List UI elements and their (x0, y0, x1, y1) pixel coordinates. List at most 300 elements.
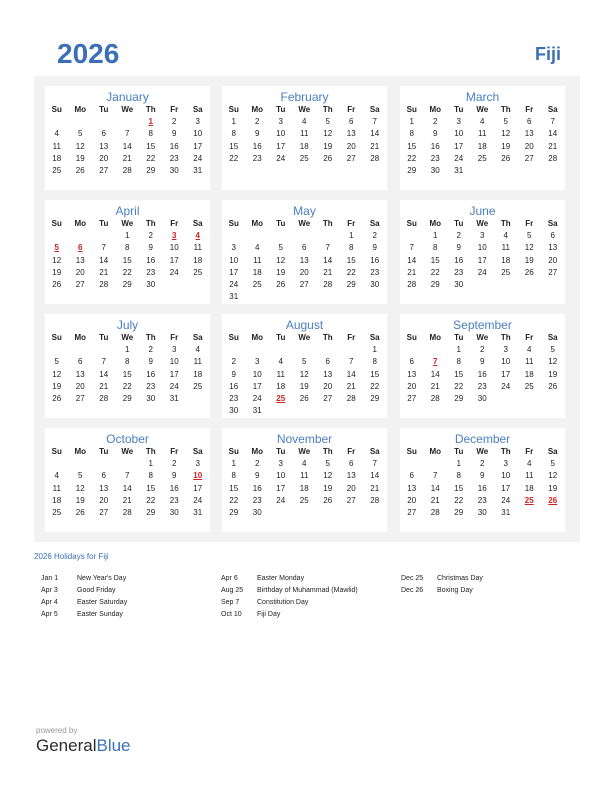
day-cell: 13 (75, 369, 85, 379)
holiday-name: New Year's Day (77, 575, 127, 582)
day-cell: 2 (255, 459, 260, 469)
month-may (222, 200, 387, 304)
day-cell: 20 (75, 381, 85, 391)
weekday-label: Fr (347, 447, 356, 456)
day-cell: 13 (346, 471, 356, 481)
day-cell: 18 (299, 141, 309, 151)
day-cell: 5 (527, 231, 532, 241)
day-cell: 23 (146, 381, 156, 391)
weekday-label: Fr (525, 219, 534, 228)
month-name: January (106, 90, 149, 104)
day-cell: 22 (146, 495, 156, 505)
week-row (400, 128, 565, 140)
day-cell: 13 (323, 369, 333, 379)
empty-cell (246, 291, 270, 303)
holiday-item (41, 609, 127, 621)
day-cell: 30 (169, 507, 179, 517)
country-name: Fiji (535, 44, 561, 64)
day-cell: 10 (454, 129, 464, 139)
day-cell: 23 (252, 495, 262, 505)
empty-cell (163, 279, 187, 291)
day-cell: 19 (501, 141, 511, 151)
day-cell: 20 (407, 381, 417, 391)
weekday-label: We (121, 333, 134, 342)
day-cell: 21 (407, 267, 417, 277)
holiday-day-cell: 3 (172, 231, 177, 241)
day-cell: 1 (125, 345, 130, 355)
day-cell: 4 (480, 117, 485, 127)
day-cell: 26 (75, 165, 85, 175)
day-cell: 13 (407, 483, 417, 493)
empty-cell (45, 344, 69, 356)
week-row (45, 242, 210, 254)
day-cell: 1 (231, 459, 236, 469)
day-cell: 7 (125, 129, 130, 139)
weekday-header (45, 104, 210, 116)
holiday-item (221, 585, 358, 597)
day-cell: 16 (454, 255, 464, 265)
week-row (222, 483, 387, 495)
day-cell: 20 (323, 381, 333, 391)
day-cell: 10 (276, 471, 286, 481)
month-october (45, 428, 210, 532)
day-cell: 10 (169, 243, 179, 253)
day-cell: 18 (524, 483, 534, 493)
day-cell: 21 (548, 141, 558, 151)
day-cell: 18 (252, 267, 262, 277)
day-cell: 22 (454, 381, 464, 391)
day-cell: 11 (501, 243, 510, 253)
day-cell: 16 (477, 369, 487, 379)
day-cell: 22 (122, 267, 132, 277)
holiday-date: Apr 6 (221, 575, 238, 582)
week-row (222, 369, 387, 381)
weekday-label: Su (51, 333, 62, 342)
holiday-day-cell: 10 (193, 471, 203, 481)
day-cell: 23 (454, 267, 464, 277)
day-cell: 23 (477, 381, 487, 391)
day-cell: 28 (430, 393, 440, 403)
weekday-label: Tu (276, 333, 286, 342)
day-cell: 21 (122, 495, 132, 505)
day-cell: 10 (169, 357, 179, 367)
day-cell: 28 (99, 393, 109, 403)
weekday-label: Th (145, 447, 156, 456)
day-cell: 19 (548, 483, 558, 493)
week-row (400, 344, 565, 356)
week-row (45, 356, 210, 368)
empty-cell (518, 279, 542, 291)
day-cell: 9 (148, 243, 153, 253)
empty-cell (340, 507, 364, 519)
day-cell: 14 (548, 129, 558, 139)
day-cell: 9 (172, 471, 177, 481)
week-row (400, 267, 565, 279)
day-cell: 30 (477, 393, 487, 403)
day-cell: 10 (229, 255, 239, 265)
day-cell: 24 (501, 381, 511, 391)
week-row (45, 483, 210, 495)
weekday-label: Sa (369, 447, 380, 456)
holiday-item (221, 597, 358, 609)
day-cell: 19 (52, 267, 62, 277)
day-cell: 13 (99, 141, 109, 151)
weekday-label: Th (322, 219, 333, 228)
brand-part1: General (36, 736, 97, 755)
holiday-column (41, 573, 127, 621)
day-cell: 20 (548, 255, 558, 265)
weekday-label: Mo (429, 333, 442, 342)
year-title: 2026 (57, 38, 120, 69)
day-cell: 16 (229, 381, 239, 391)
day-cell: 10 (477, 243, 487, 253)
day-cell: 15 (370, 369, 380, 379)
day-cell: 22 (407, 153, 417, 163)
empty-cell (316, 344, 340, 356)
day-cell: 9 (433, 129, 438, 139)
day-cell: 13 (99, 483, 109, 493)
day-cell: 29 (229, 507, 239, 517)
weekday-label: We (298, 333, 311, 342)
day-cell: 2 (372, 231, 377, 241)
day-cell: 5 (325, 459, 330, 469)
day-cell: 4 (255, 243, 260, 253)
day-cell: 12 (524, 243, 534, 253)
weekday-label: We (476, 219, 489, 228)
weekday-label: Th (500, 447, 511, 456)
day-cell: 17 (193, 141, 203, 151)
weekday-header (222, 218, 387, 230)
holiday-item (221, 609, 358, 621)
weekday-header (400, 332, 565, 344)
day-cell: 18 (299, 483, 309, 493)
week-row (400, 369, 565, 381)
day-cell: 15 (146, 141, 156, 151)
weekday-label: Su (228, 105, 239, 114)
weekday-label: Sa (192, 105, 203, 114)
day-cell: 7 (550, 117, 555, 127)
weekday-label: Su (406, 105, 417, 114)
day-cell: 24 (229, 279, 239, 289)
day-cell: 4 (527, 345, 532, 355)
day-cell: 25 (193, 381, 203, 391)
day-cell: 6 (409, 357, 414, 367)
day-cell: 5 (302, 357, 307, 367)
day-cell: 17 (169, 255, 179, 265)
day-cell: 14 (370, 129, 380, 139)
day-cell: 12 (323, 471, 333, 481)
holiday-name: Easter Sunday (77, 611, 123, 618)
holiday-date: Apr 5 (41, 611, 58, 618)
day-cell: 13 (299, 255, 309, 265)
weekday-label: Mo (74, 333, 87, 342)
day-cell: 11 (193, 357, 202, 367)
day-cell: 7 (372, 117, 377, 127)
day-cell: 29 (122, 393, 132, 403)
weekday-label: Su (51, 105, 62, 114)
day-cell: 24 (169, 267, 179, 277)
day-cell: 6 (101, 471, 106, 481)
week-row (45, 470, 210, 482)
month-name: December (454, 432, 511, 446)
day-cell: 21 (346, 381, 356, 391)
day-cell: 27 (99, 507, 109, 517)
day-cell: 27 (323, 393, 333, 403)
month-january (45, 86, 210, 190)
day-cell: 14 (370, 471, 380, 481)
day-cell: 21 (370, 141, 380, 151)
day-cell: 30 (252, 507, 262, 517)
day-cell: 8 (456, 471, 461, 481)
day-cell: 31 (193, 507, 203, 517)
day-cell: 1 (148, 459, 153, 469)
day-cell: 4 (278, 357, 283, 367)
day-cell: 14 (430, 483, 440, 493)
empty-cell (518, 165, 542, 177)
holiday-name: Fiji Day (257, 611, 281, 618)
day-cell: 25 (477, 153, 487, 163)
month-name: March (465, 90, 500, 104)
month-september (400, 314, 565, 418)
day-cell: 11 (300, 471, 309, 481)
month-february (222, 86, 387, 190)
day-cell: 11 (525, 471, 534, 481)
weekday-label: Tu (454, 333, 464, 342)
weekday-label: Mo (251, 105, 264, 114)
weekday-label: We (298, 219, 311, 228)
day-cell: 25 (299, 153, 309, 163)
weekday-label: We (121, 447, 134, 456)
day-cell: 8 (433, 243, 438, 253)
day-cell: 23 (146, 267, 156, 277)
empty-cell (45, 458, 69, 470)
weekday-label: Fr (170, 105, 179, 114)
day-cell: 15 (430, 255, 440, 265)
empty-cell (222, 230, 246, 242)
day-cell: 6 (550, 231, 555, 241)
day-cell: 17 (501, 483, 511, 493)
day-cell: 19 (323, 483, 333, 493)
day-cell: 1 (456, 345, 461, 355)
day-cell: 30 (146, 393, 156, 403)
day-cell: 25 (299, 495, 309, 505)
month-june (400, 200, 565, 304)
weekday-header (222, 104, 387, 116)
day-cell: 9 (172, 129, 177, 139)
weekday-header (400, 104, 565, 116)
weekday-label: Th (322, 105, 333, 114)
day-cell: 31 (193, 165, 203, 175)
holiday-date: Aug 25 (221, 587, 244, 594)
empty-cell (269, 405, 293, 417)
holiday-name: Christmas Day (437, 575, 483, 582)
weekday-label: Mo (251, 333, 264, 342)
weekday-label: We (298, 105, 311, 114)
empty-cell (363, 507, 387, 519)
day-cell: 5 (78, 471, 83, 481)
empty-cell (293, 344, 317, 356)
day-cell: 28 (370, 153, 380, 163)
day-cell: 6 (349, 459, 354, 469)
day-cell: 20 (407, 495, 417, 505)
weekday-label: Mo (251, 447, 264, 456)
holiday-name: Good Friday (77, 587, 116, 594)
day-cell: 3 (503, 459, 508, 469)
weekday-label: We (121, 219, 134, 228)
holiday-item (401, 585, 483, 597)
weekday-label: Tu (99, 333, 109, 342)
empty-cell (116, 458, 140, 470)
day-cell: 6 (302, 243, 307, 253)
day-cell: 20 (524, 141, 534, 151)
weekday-header (222, 446, 387, 458)
week-row (222, 495, 387, 507)
weekday-label: Sa (192, 447, 203, 456)
brand-part2: Blue (96, 736, 131, 755)
week-row (222, 153, 387, 165)
day-cell: 18 (193, 369, 203, 379)
day-cell: 31 (454, 165, 464, 175)
week-row (400, 141, 565, 153)
day-cell: 18 (52, 495, 62, 505)
day-cell: 3 (278, 459, 283, 469)
weekday-label: Mo (251, 219, 264, 228)
empty-cell (518, 507, 542, 519)
month-december (400, 428, 565, 532)
week-row (222, 230, 387, 242)
day-cell: 29 (430, 279, 440, 289)
day-cell: 19 (52, 381, 62, 391)
day-cell: 18 (501, 255, 511, 265)
day-cell: 3 (231, 243, 236, 253)
weekday-header (400, 446, 565, 458)
day-cell: 2 (172, 459, 177, 469)
weekday-label: Sa (369, 219, 380, 228)
day-cell: 12 (75, 483, 85, 493)
day-cell: 2 (480, 345, 485, 355)
weekday-label: Su (51, 219, 62, 228)
weekday-label: Su (228, 333, 239, 342)
week-row (222, 458, 387, 470)
week-row (45, 128, 210, 140)
empty-cell (269, 291, 293, 303)
day-cell: 6 (325, 357, 330, 367)
day-cell: 8 (148, 129, 153, 139)
day-cell: 2 (480, 459, 485, 469)
holiday-item (41, 585, 127, 597)
week-row (400, 470, 565, 482)
empty-cell (541, 165, 565, 177)
day-cell: 2 (433, 117, 438, 127)
day-cell: 18 (52, 153, 62, 163)
day-cell: 5 (78, 129, 83, 139)
empty-cell (222, 344, 246, 356)
day-cell: 10 (501, 471, 511, 481)
empty-cell (340, 344, 364, 356)
day-cell: 28 (122, 165, 132, 175)
weekday-label: Mo (429, 105, 442, 114)
month-name: July (116, 318, 139, 332)
weekday-label: Fr (347, 219, 356, 228)
holiday-item (401, 573, 483, 585)
day-cell: 3 (255, 357, 260, 367)
day-cell: 13 (346, 129, 356, 139)
day-cell: 6 (527, 117, 532, 127)
week-row (222, 356, 387, 368)
weekday-label: Fr (525, 105, 534, 114)
brand-logo[interactable] (36, 736, 131, 756)
holiday-column (401, 573, 483, 597)
day-cell: 12 (501, 129, 511, 139)
holiday-date: Apr 3 (41, 587, 58, 594)
day-cell: 21 (430, 495, 440, 505)
week-row (222, 470, 387, 482)
holiday-item (221, 573, 358, 585)
day-cell: 5 (325, 117, 330, 127)
week-row (45, 393, 210, 405)
day-cell: 14 (430, 369, 440, 379)
empty-cell (340, 291, 364, 303)
day-cell: 3 (195, 117, 200, 127)
weekday-label: We (476, 105, 489, 114)
day-cell: 12 (52, 369, 62, 379)
day-cell: 24 (193, 153, 203, 163)
weekday-header (45, 332, 210, 344)
empty-cell (92, 458, 116, 470)
day-cell: 29 (407, 165, 417, 175)
weekday-label: Su (51, 447, 62, 456)
day-cell: 25 (52, 507, 62, 517)
month-march (400, 86, 565, 190)
day-cell: 27 (299, 279, 309, 289)
weekday-label: Sa (369, 105, 380, 114)
weekday-label: Su (406, 219, 417, 228)
day-cell: 2 (456, 231, 461, 241)
weekday-label: Th (322, 447, 333, 456)
day-cell: 3 (195, 459, 200, 469)
day-cell: 14 (122, 483, 132, 493)
day-cell: 4 (302, 459, 307, 469)
day-cell: 13 (75, 255, 85, 265)
month-name: September (453, 318, 512, 332)
weekday-label: Fr (170, 333, 179, 342)
holiday-date: Oct 10 (221, 611, 242, 618)
day-cell: 8 (231, 129, 236, 139)
week-row (45, 267, 210, 279)
day-cell: 24 (276, 153, 286, 163)
empty-cell (186, 279, 210, 291)
day-cell: 12 (276, 255, 286, 265)
day-cell: 17 (169, 369, 179, 379)
holiday-day-cell: 26 (548, 495, 558, 505)
week-row (45, 141, 210, 153)
day-cell: 12 (52, 255, 62, 265)
weekday-label: We (298, 447, 311, 456)
day-cell: 12 (299, 369, 309, 379)
week-row (45, 279, 210, 291)
weekday-label: Tu (99, 219, 109, 228)
week-row (400, 393, 565, 405)
week-row (400, 495, 565, 507)
day-cell: 7 (101, 243, 106, 253)
day-cell: 16 (146, 369, 156, 379)
day-cell: 22 (146, 153, 156, 163)
empty-cell (541, 279, 565, 291)
empty-cell (316, 405, 340, 417)
weekday-label: Th (500, 105, 511, 114)
day-cell: 29 (370, 393, 380, 403)
empty-cell (92, 116, 116, 128)
